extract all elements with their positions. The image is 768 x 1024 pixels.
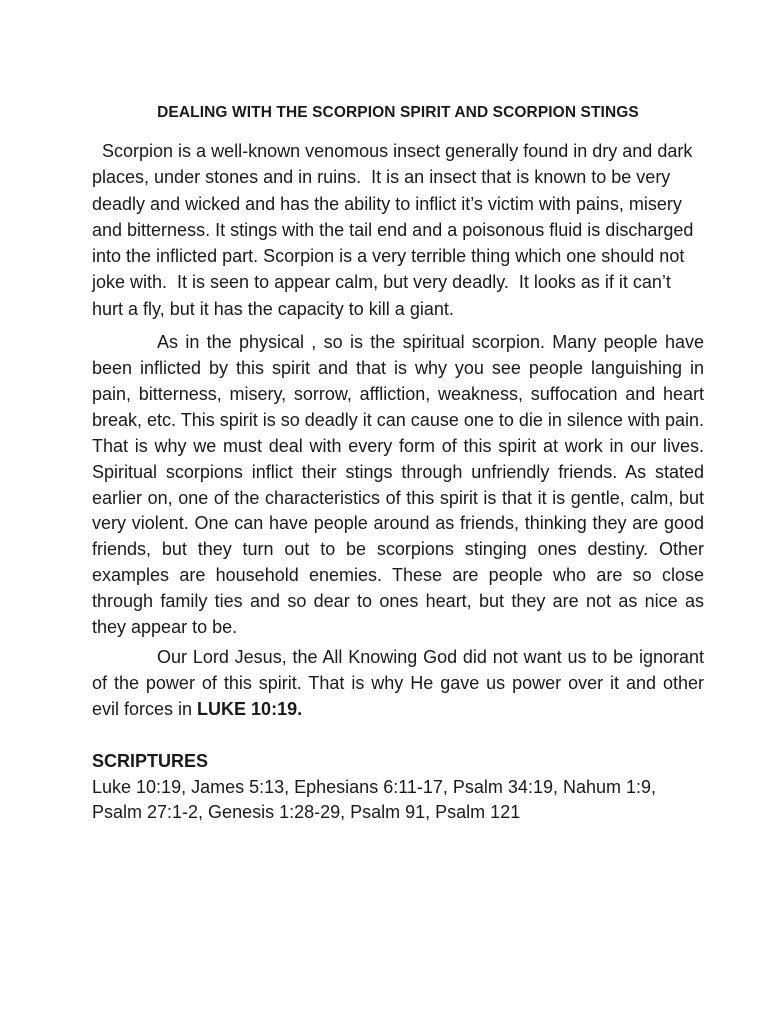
- document-title: DEALING WITH THE SCORPION SPIRIT AND SCORPION STINGS: [157, 104, 639, 121]
- scripture-reference-luke: LUKE 10:19.: [197, 698, 303, 719]
- scriptures-list: Luke 10:19, James 5:13, Ephesians 6:11-17, Psalm 34:19, Nahum 1:9, Psalm 27:1-2, Genesis 1:28-29, Psalm 91, Psalm 121: [92, 776, 657, 823]
- document-page: [92, 100, 704, 826]
- scriptures-heading: SCRIPTURES: [92, 750, 209, 771]
- paragraph-power-text: Our Lord Jesus, the All Knowing God did not want us to be ignorant of the power of this spirit. That is why He gave us power over it and other evil forces in: [92, 646, 704, 719]
- paragraph-power-over-spirit: [92, 645, 704, 723]
- paragraph-scorpion-intro: Scorpion is a well-known venomous insect generally found in dry and dark places, under stones and in ruins. It is an insect that is known to be very deadly and wicked and has the ability to inflict it’s victim with pains, misery and bitterness. It stings with the tail end and a poisonous fluid is discharged into the inflicted part. Scorpion is a very terrible thing which one should not joke with. It is seen to appear calm, but very deadly. It looks as if it can’t hurt a fly, but it has the capacity to kill a giant.: [92, 141, 699, 319]
- paragraph-spiritual-scorpion: As in the physical , so is the spiritual scorpion. Many people have been inflicted by this spirit and that is why you see people languishing in pain, bitterness, misery, sorrow, affliction, weakness, suffocation and heart break, etc. This spirit is so deadly it can cause one to die in silence with pain. That is why we must deal with every form of this spirit at work in our lives. Spiritual scorpions inflict their stings through unfriendly friends. As stated earlier on, one of the characteristics of this spirit is that it is gentle, calm, but very violent. One can have people around as friends, thinking they are good friends, but they turn out to be scorpions stinging ones destiny. Other examples are household enemies. These are people who are so close through family ties and so dear to ones heart, but they are not as nice as they appear to be.: [92, 332, 704, 638]
